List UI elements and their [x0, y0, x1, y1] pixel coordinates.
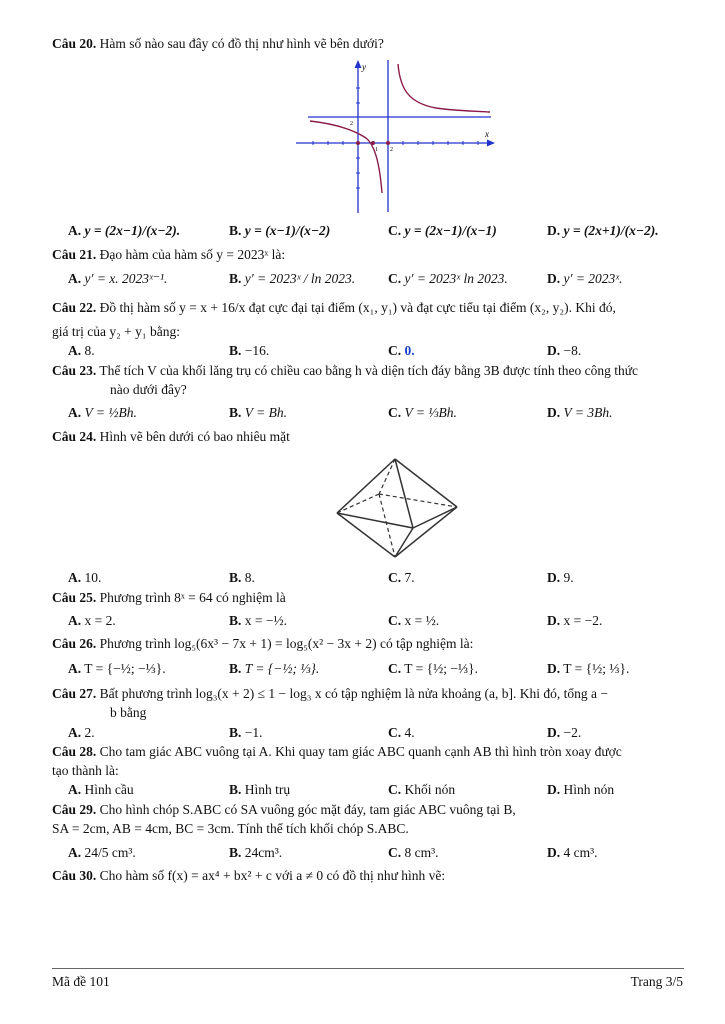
- y-axis-label: y: [362, 62, 366, 72]
- question-label: Câu 30.: [52, 868, 97, 883]
- question-label: Câu 28.: [52, 744, 97, 759]
- curve-left-branch: [310, 121, 382, 193]
- q28-option-b[interactable]: B. Hình trụ: [229, 782, 291, 797]
- question-23-cont: nào dưới đây?: [110, 382, 187, 397]
- question-28-cont: tạo thành là:: [52, 763, 119, 778]
- q26-option-c[interactable]: C. T = {½; −⅓}.: [388, 661, 478, 676]
- footer-page-number: Trang 3/5: [630, 974, 683, 989]
- question-label: Câu 23.: [52, 363, 97, 378]
- question-28: [52, 743, 622, 761]
- q24-option-a[interactable]: A. 10.: [68, 570, 102, 585]
- question-text: Đạo hàm của hàm số y = 2023ˣ là:: [99, 247, 286, 262]
- question-text: Cho hình chóp S.ABC có SA vuông góc mặt đáy, tam giác ABC vuông tại B,: [99, 802, 516, 817]
- question-label: Câu 26.: [52, 636, 97, 651]
- question-text: Phương trình 8ˣ = 64 có nghiệm là: [99, 590, 286, 605]
- q25-option-c[interactable]: C. x = ½.: [388, 613, 440, 628]
- question-label: Câu 27.: [52, 686, 97, 701]
- q29-option-c[interactable]: C. 8 cm³.: [388, 845, 439, 860]
- q24-option-d[interactable]: D. 9.: [547, 570, 574, 585]
- q20-option-a[interactable]: A. y = (2x−1)/(x−2).: [68, 223, 181, 238]
- q26-option-a[interactable]: A. T = {−½; −⅓}.: [68, 661, 166, 676]
- question-27: [52, 685, 608, 703]
- q22-option-a[interactable]: A. 8.: [68, 343, 95, 358]
- option-math: y = (2x−1)/(x−2).: [84, 223, 181, 238]
- q23-option-a[interactable]: A. V = ½Bh.: [68, 405, 137, 420]
- question-text: Đồ thị hàm số y = x + 16/x đạt cực đại tại điểm (x₁, y₁) và đạt cực tiểu tại điểm (x₂, y₂). Khi đó,: [99, 300, 616, 315]
- q27-option-b[interactable]: B. −1.: [229, 725, 263, 740]
- question-text: Cho hàm số f(x) = ax⁴ + bx² + c với a ≠ 0 có đồ thị như hình vẽ:: [99, 868, 446, 883]
- hyperbola-graph: [296, 58, 496, 214]
- q28-option-d[interactable]: D. Hình nón: [547, 782, 615, 797]
- question-29: [52, 801, 516, 819]
- q21-option-d[interactable]: D. y′ = 2023ˣ.: [547, 271, 623, 286]
- q23-option-d[interactable]: D. V = 3Bh.: [547, 405, 613, 420]
- q27-option-d[interactable]: D. −2.: [547, 725, 582, 740]
- curve-right-branch: [398, 64, 490, 112]
- q22-option-d[interactable]: D. −8.: [547, 343, 582, 358]
- question-label: Câu 21.: [52, 247, 97, 262]
- question-22-cont: giá trị của y₂ + y₁ bằng:: [52, 324, 180, 339]
- tick-label-x1: 1: [375, 147, 378, 153]
- question-29-cont: SA = 2cm, AB = 4cm, BC = 3cm. Tính thể tích khối chóp S.ABC.: [52, 821, 409, 836]
- x-axis-arrow: [487, 140, 495, 147]
- q29-option-a[interactable]: A. 24/5 cm³.: [68, 845, 136, 860]
- q20-option-b[interactable]: B. y = (x−1)/(x−2): [229, 223, 331, 238]
- question-text: Phương trình log₅(6x³ − 7x + 1) = log₅(x² − 3x + 2) có tập nghiệm là:: [99, 636, 474, 651]
- q23-option-c[interactable]: C. V = ⅓Bh.: [388, 405, 457, 420]
- q24-option-b[interactable]: B. 8.: [229, 570, 255, 585]
- q28-option-a[interactable]: A. Hình cầu: [68, 782, 134, 797]
- q28-option-c[interactable]: C. Khối nón: [388, 782, 456, 797]
- question-30: [52, 867, 445, 885]
- question-label: Câu 29.: [52, 802, 97, 817]
- question-22: [52, 299, 616, 317]
- tick-label-x2: 2: [390, 147, 393, 153]
- question-label: Câu 22.: [52, 300, 97, 315]
- option-math: y = (2x−1)/(x−1): [404, 223, 497, 238]
- question-text: Thể tích V của khối lăng trụ có chiều cao bằng h và diện tích đáy bằng 3B được tính theo công thức: [99, 363, 639, 378]
- question-23: [52, 362, 638, 380]
- q26-option-b[interactable]: B. T = {−½; ⅓}.: [229, 661, 320, 676]
- question-text: Bất phương trình log₃(x + 2) ≤ 1 − log₃ x có tập nghiệm là nửa khoảng (a, b]. Khi đó, tổng a −: [99, 686, 608, 701]
- octahedron-figure: [333, 456, 461, 560]
- q29-option-b[interactable]: B. 24cm³.: [229, 845, 283, 860]
- q25-option-b[interactable]: B. x = −½.: [229, 613, 287, 628]
- q23-option-b[interactable]: B. V = Bh.: [229, 405, 287, 420]
- question-20: [52, 35, 384, 53]
- q25-option-d[interactable]: D. x = −2.: [547, 613, 603, 628]
- q21-option-b[interactable]: B. y′ = 2023ˣ / ln 2023.: [229, 271, 356, 286]
- q27-option-c[interactable]: C. 4.: [388, 725, 415, 740]
- question-26: [52, 635, 473, 653]
- question-text: Hàm số nào sau đây có đồ thị như hình vẽ bên dưới?: [99, 36, 384, 51]
- question-24: [52, 428, 290, 446]
- q26-option-d[interactable]: D. T = {½; ⅓}.: [547, 661, 630, 676]
- q21-option-a[interactable]: A. y′ = x. 2023ˣ⁻¹.: [68, 271, 168, 286]
- option-math: y = (2x+1)/(x−2).: [563, 223, 659, 238]
- x-axis-label: x: [485, 129, 489, 139]
- q20-option-c[interactable]: C. y = (2x−1)/(x−1): [388, 223, 497, 238]
- question-text: Hình vẽ bên dưới có bao nhiêu mặt: [99, 429, 290, 444]
- question-label: Câu 24.: [52, 429, 97, 444]
- footer-divider: [52, 968, 684, 969]
- tick-label-y2: 2: [350, 121, 353, 127]
- option-math: y = (x−1)/(x−2): [244, 223, 331, 238]
- footer-exam-code: Mã đề 101: [52, 974, 110, 989]
- q29-option-d[interactable]: D. 4 cm³.: [547, 845, 598, 860]
- q24-option-c[interactable]: C. 7.: [388, 570, 415, 585]
- q21-option-c[interactable]: C. y′ = 2023ˣ ln 2023.: [388, 271, 508, 286]
- question-25: [52, 589, 286, 607]
- y-axis-arrow: [355, 60, 362, 68]
- q25-option-a[interactable]: A. x = 2.: [68, 613, 116, 628]
- question-label: Câu 20.: [52, 36, 97, 51]
- question-text: Cho tam giác ABC vuông tại A. Khi quay tam giác ABC quanh cạnh AB thì hình tròn xoay được: [99, 744, 622, 759]
- q20-option-d[interactable]: D. y = (2x+1)/(x−2).: [547, 223, 659, 238]
- q22-option-c[interactable]: C. 0.: [388, 343, 415, 358]
- question-27-cont: b bằng: [110, 705, 147, 720]
- q22-option-b[interactable]: B. −16.: [229, 343, 270, 358]
- question-label: Câu 25.: [52, 590, 97, 605]
- question-21: [52, 246, 285, 264]
- q27-option-a[interactable]: A. 2.: [68, 725, 95, 740]
